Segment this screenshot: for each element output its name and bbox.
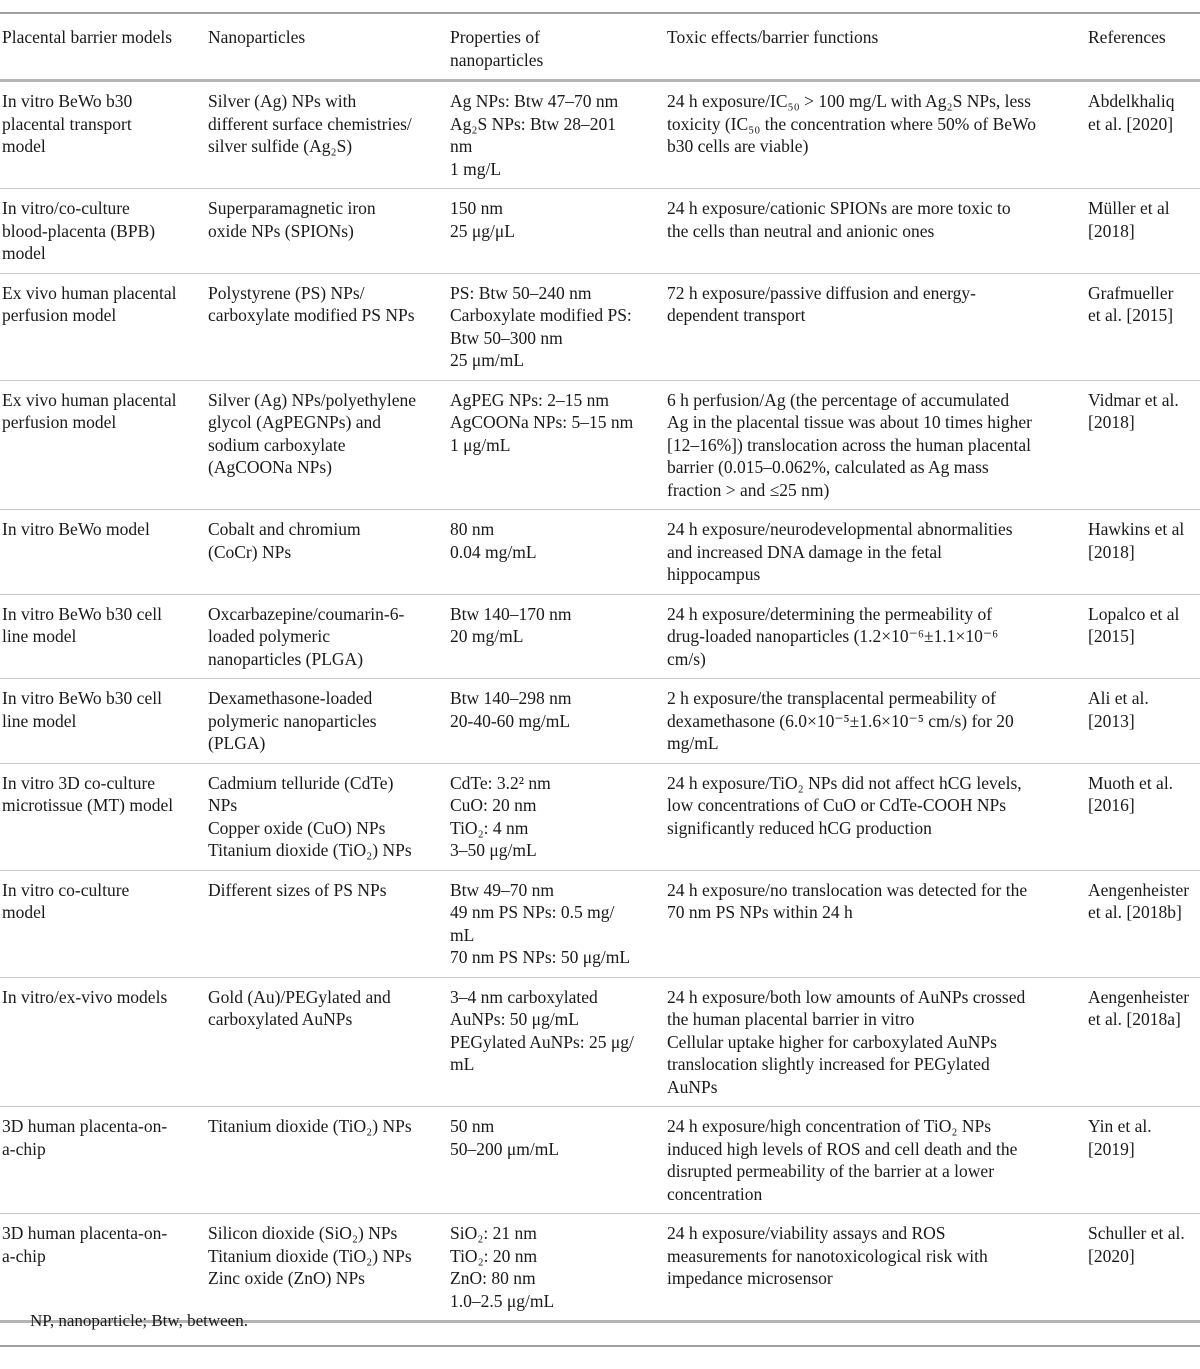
table-row: [0, 870, 1200, 977]
table-top-rule: [0, 12, 1200, 14]
reference-cell: Ali et al. [2013]: [1086, 679, 1200, 764]
toxic-effects-cell: 72 h exposure/passive diffusion and energy- dependent transport: [665, 273, 1086, 380]
table-row: [0, 1214, 1200, 1322]
header-properties: Properties of nanoparticles: [448, 22, 665, 81]
table-bottom-rule: [0, 1345, 1200, 1347]
properties-cell: 50 nm 50–200 μm/mL: [448, 1107, 665, 1214]
toxic-effects-cell: 24 h exposure/cationic SPIONs are more toxic to the cells than neutral and anionic ones: [665, 189, 1086, 274]
nanoparticles-cell: Silver (Ag) NPs/polyethylene glycol (AgPEGNPs) and sodium carboxylate (AgCOONa NPs): [206, 380, 448, 510]
reference-cell: Vidmar et al. [2018]: [1086, 380, 1200, 510]
model-cell: 3D human placenta-on- a-chip: [0, 1107, 206, 1214]
reference-cell: Yin et al. [2019]: [1086, 1107, 1200, 1214]
table-row: [0, 273, 1200, 380]
reference-cell: Muoth et al. [2016]: [1086, 763, 1200, 870]
toxic-effects-cell: 24 h exposure/neurodevelopmental abnormalities and increased DNA damage in the fetal hippocampus: [665, 510, 1086, 595]
header-row: [0, 22, 1200, 81]
properties-cell: PS: Btw 50–240 nm Carboxylate modified PS: Btw 50–300 nm 25 μm/mL: [448, 273, 665, 380]
table-row: [0, 81, 1200, 189]
nanoparticle-placental-barrier-table: [0, 22, 1200, 1323]
reference-cell: Lopalco et al [2015]: [1086, 594, 1200, 679]
reference-cell: Abdelkhaliq et al. [2020]: [1086, 81, 1200, 189]
nanoparticles-cell: Cobalt and chromium (CoCr) NPs: [206, 510, 448, 595]
nanoparticles-cell: Superparamagnetic iron oxide NPs (SPIONs): [206, 189, 448, 274]
toxic-effects-cell: 24 h exposure/viability assays and ROS measurements for nanotoxicological risk with impedance microsensor: [665, 1214, 1086, 1322]
table-row: [0, 189, 1200, 274]
model-cell: In vitro/ex-vivo models: [0, 977, 206, 1107]
properties-cell: SiO₂: 21 nm TiO₂: 20 nm ZnO: 80 nm 1.0–2.5 μg/mL: [448, 1214, 665, 1322]
model-cell: In vitro/co-culture blood-placenta (BPB) model: [0, 189, 206, 274]
properties-cell: 3–4 nm carboxylated AuNPs: 50 μg/mL PEGylated AuNPs: 25 μg/ mL: [448, 977, 665, 1107]
toxic-effects-cell: 24 h exposure/both low amounts of AuNPs crossed the human placental barrier in vitro Cellular uptake higher for carboxylated AuNPs translocation slightly increased for PEGylated AuNPs: [665, 977, 1086, 1107]
reference-cell: Schuller et al. [2020]: [1086, 1214, 1200, 1322]
nanoparticles-cell: Polystyrene (PS) NPs/ carboxylate modified PS NPs: [206, 273, 448, 380]
model-cell: In vitro co-culture model: [0, 870, 206, 977]
table-body: [0, 81, 1200, 1322]
nanoparticles-cell: Oxcarbazepine/coumarin-6- loaded polymeric nanoparticles (PLGA): [206, 594, 448, 679]
table-row: [0, 977, 1200, 1107]
toxic-effects-cell: 24 h exposure/TiO₂ NPs did not affect hCG levels, low concentrations of CuO or CdTe-COOH NPs significantly reduced hCG production: [665, 763, 1086, 870]
table-row: [0, 763, 1200, 870]
toxic-effects-cell: 6 h perfusion/Ag (the percentage of accumulated Ag in the placental tissue was about 10 times higher [12–16%]) translocation across the human placental barrier (0.015–0.062%, calculated as Ag mass fraction > and ≤25 nm): [665, 380, 1086, 510]
properties-cell: 150 nm 25 μg/μL: [448, 189, 665, 274]
properties-cell: CdTe: 3.2² nm CuO: 20 nm TiO₂: 4 nm 3–50 μg/mL: [448, 763, 665, 870]
reference-cell: Grafmueller et al. [2015]: [1086, 273, 1200, 380]
table-row: [0, 679, 1200, 764]
model-cell: Ex vivo human placental perfusion model: [0, 380, 206, 510]
model-cell: In vitro 3D co-culture microtissue (MT) model: [0, 763, 206, 870]
model-cell: In vitro BeWo b30 cell line model: [0, 679, 206, 764]
toxic-effects-cell: 2 h exposure/the transplacental permeability of dexamethasone (6.0×10⁻⁵±1.6×10⁻⁵ cm/s) for 20 mg/mL: [665, 679, 1086, 764]
toxic-effects-cell: 24 h exposure/high concentration of TiO₂ NPs induced high levels of ROS and cell death and the disrupted permeability of the barrier at a lower concentration: [665, 1107, 1086, 1214]
header-placental-barrier-models: Placental barrier models: [0, 22, 206, 81]
toxic-effects-cell: 24 h exposure/IC₅₀ > 100 mg/L with Ag₂S NPs, less toxicity (IC₅₀ the concentration where 50% of BeWo b30 cells are viable): [665, 81, 1086, 189]
table-row: [0, 510, 1200, 595]
header-toxic-effects: Toxic effects/barrier functions: [665, 22, 1086, 81]
reference-cell: Aengenheister et al. [2018b]: [1086, 870, 1200, 977]
nanoparticles-cell: Silver (Ag) NPs with different surface chemistries/ silver sulfide (Ag₂S): [206, 81, 448, 189]
properties-cell: AgPEG NPs: 2–15 nm AgCOONa NPs: 5–15 nm 1 μg/mL: [448, 380, 665, 510]
properties-cell: Btw 140–298 nm 20-40-60 mg/mL: [448, 679, 665, 764]
reference-cell: Aengenheister et al. [2018a]: [1086, 977, 1200, 1107]
reference-cell: Hawkins et al [2018]: [1086, 510, 1200, 595]
properties-cell: Btw 140–170 nm 20 mg/mL: [448, 594, 665, 679]
header-references: References: [1086, 22, 1200, 81]
properties-cell: 80 nm 0.04 mg/mL: [448, 510, 665, 595]
toxic-effects-cell: 24 h exposure/no translocation was detected for the 70 nm PS NPs within 24 h: [665, 870, 1086, 977]
table-row: [0, 594, 1200, 679]
nanoparticles-cell: Titanium dioxide (TiO₂) NPs: [206, 1107, 448, 1214]
nanoparticles-cell: Different sizes of PS NPs: [206, 870, 448, 977]
model-cell: In vitro BeWo b30 cell line model: [0, 594, 206, 679]
table-header: [0, 22, 1200, 81]
model-cell: 3D human placenta-on- a-chip: [0, 1214, 206, 1322]
toxic-effects-cell: 24 h exposure/determining the permeability of drug-loaded nanoparticles (1.2×10⁻⁶±1.1×10⁻⁶ cm/s): [665, 594, 1086, 679]
nanoparticles-cell: Cadmium telluride (CdTe) NPs Copper oxide (CuO) NPs Titanium dioxide (TiO₂) NPs: [206, 763, 448, 870]
model-cell: In vitro BeWo b30 placental transport model: [0, 81, 206, 189]
header-nanoparticles: Nanoparticles: [206, 22, 448, 81]
table-row: [0, 1107, 1200, 1214]
properties-cell: Btw 49–70 nm 49 nm PS NPs: 0.5 mg/ mL 70 nm PS NPs: 50 μg/mL: [448, 870, 665, 977]
table-row: [0, 380, 1200, 510]
properties-cell: Ag NPs: Btw 47–70 nm Ag₂S NPs: Btw 28–201 nm 1 mg/L: [448, 81, 665, 189]
nanoparticles-cell: Dexamethasone-loaded polymeric nanoparticles (PLGA): [206, 679, 448, 764]
table-footnote: NP, nanoparticle; Btw, between.: [30, 1311, 248, 1330]
reference-cell: Müller et al [2018]: [1086, 189, 1200, 274]
nanoparticles-cell: Gold (Au)/PEGylated and carboxylated AuNPs: [206, 977, 448, 1107]
model-cell: Ex vivo human placental perfusion model: [0, 273, 206, 380]
model-cell: In vitro BeWo model: [0, 510, 206, 595]
nanoparticles-cell: Silicon dioxide (SiO₂) NPs Titanium dioxide (TiO₂) NPs Zinc oxide (ZnO) NPs: [206, 1214, 448, 1322]
